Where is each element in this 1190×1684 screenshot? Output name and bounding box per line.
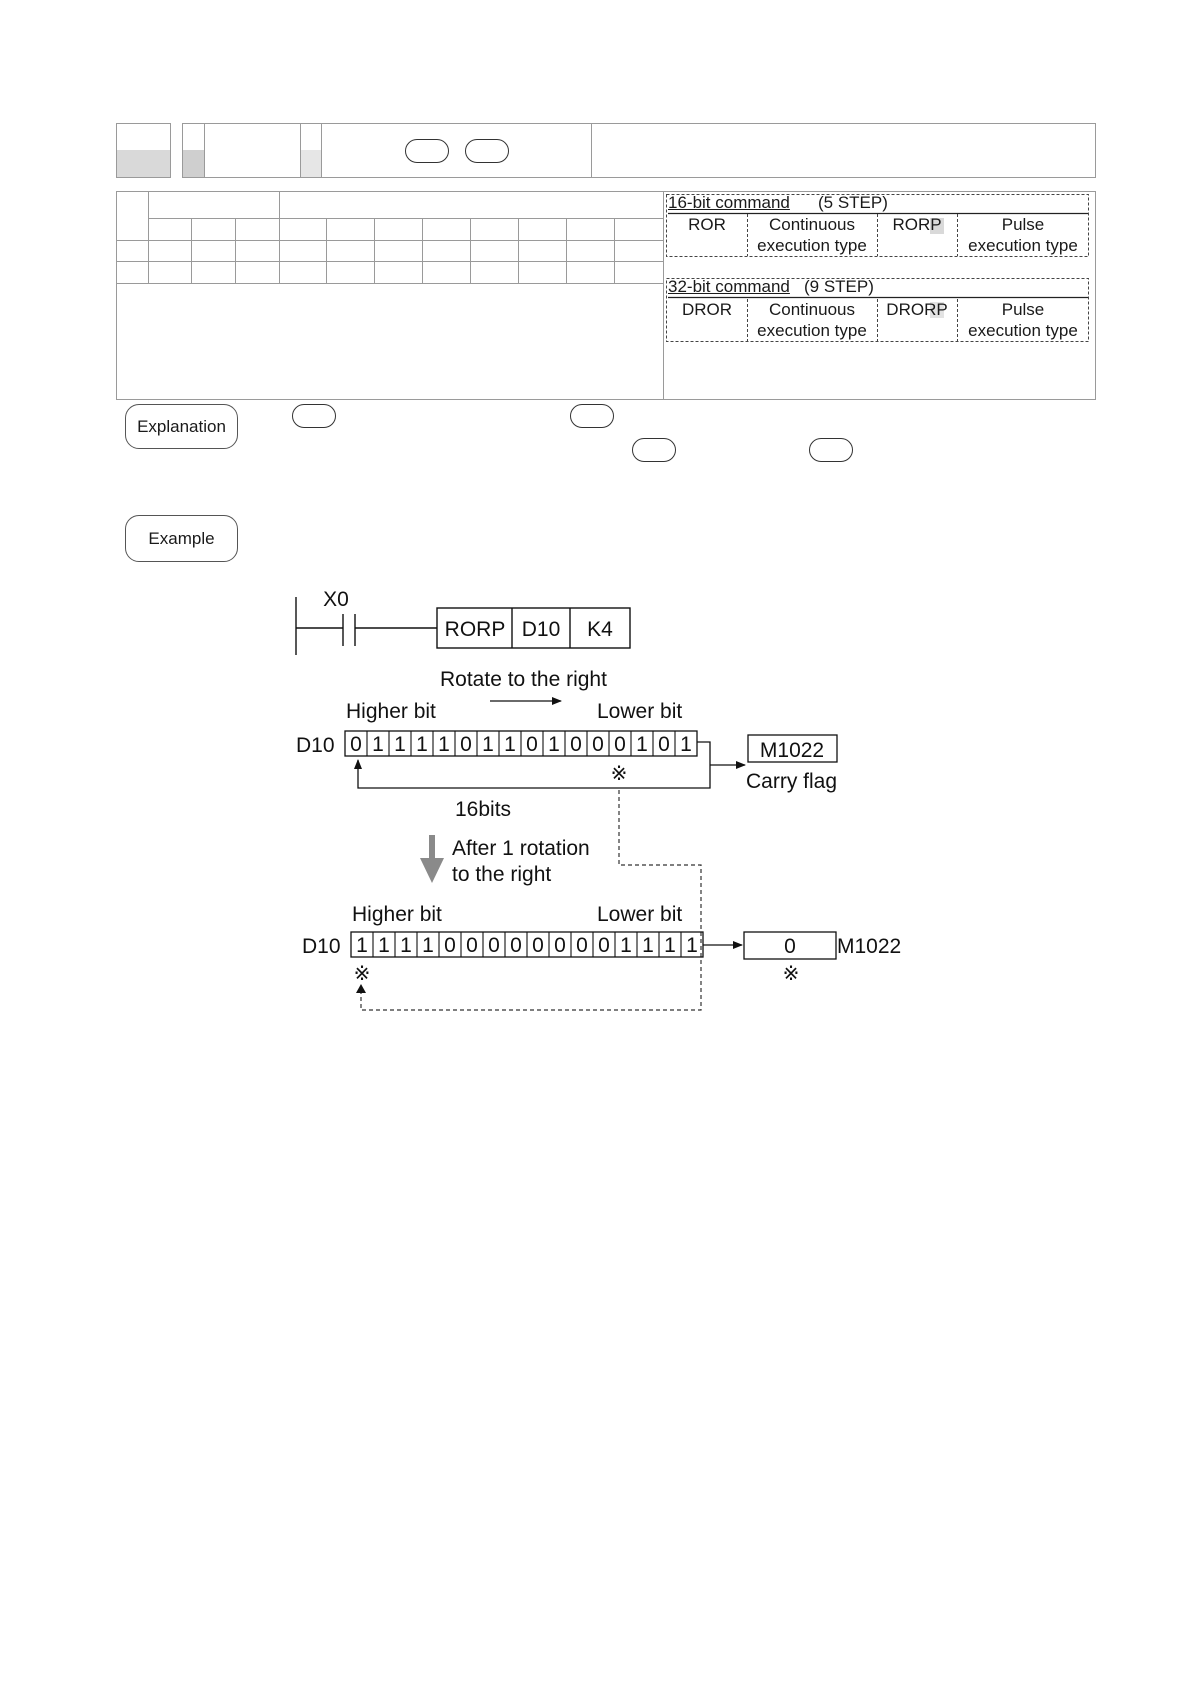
carry-register: M1022	[759, 739, 825, 762]
cmd16-pulse-line1: Pulse	[1001, 215, 1045, 234]
before-bit: 1	[504, 733, 516, 756]
down-arrow	[420, 835, 444, 883]
ladder-operand1: D10	[521, 618, 561, 641]
before-bit: 0	[570, 733, 582, 756]
before-bit: 1	[372, 733, 384, 756]
before-bit: 1	[680, 733, 692, 756]
after-bit: 0	[488, 934, 500, 957]
cmd16-pulse-mnemonic: RORP	[892, 215, 942, 234]
before-bit: 0	[350, 733, 362, 756]
example-label: Example	[125, 515, 238, 562]
lsb-mark: ※	[610, 763, 628, 785]
carry-register-2: M1022	[837, 935, 902, 958]
before-bit: 0	[460, 733, 472, 756]
cmd32-cont-line1: Continuous	[768, 300, 855, 319]
msb-mark: ※	[353, 963, 371, 985]
after-bit: 1	[356, 934, 368, 957]
lower-bit-label-2: Lower bit	[597, 903, 683, 926]
explanation-label: Explanation	[125, 404, 238, 449]
bits-count-label: 16bits	[455, 798, 512, 821]
cmd16-title: 16-bit command	[668, 193, 790, 212]
after-bit: 0	[598, 934, 610, 957]
cmd32-pulse-line1: Pulse	[1001, 300, 1045, 319]
before-bit: 0	[526, 733, 538, 756]
ladder-operand2: K4	[587, 618, 613, 641]
after-bit: 0	[466, 934, 478, 957]
before-bit: 1	[416, 733, 428, 756]
carry-mark: ※	[782, 963, 800, 985]
after-bit: 1	[664, 934, 676, 957]
after-rotation-line1: After 1 rotation	[452, 837, 590, 860]
after-bit: 0	[576, 934, 588, 957]
cmd32-cont-mnemonic: DROR	[681, 300, 733, 319]
after-bit: 0	[444, 934, 456, 957]
after-bit: 0	[554, 934, 566, 957]
carry-value: 0	[784, 935, 796, 958]
after-bit: 1	[422, 934, 434, 957]
cmd32-cont-line2: execution type	[757, 321, 867, 340]
before-bit: 0	[614, 733, 626, 756]
after-bit: 1	[620, 934, 632, 957]
cmd32-pulse-mnemonic: DRORP	[886, 300, 948, 319]
ladder-instruction: RORP	[444, 618, 506, 641]
before-bit: 0	[658, 733, 670, 756]
carry-flag-label: Carry flag	[746, 770, 838, 793]
before-bit: 1	[548, 733, 560, 756]
after-bit: 1	[686, 934, 698, 957]
before-bit: 1	[438, 733, 450, 756]
higher-bit-label-2: Higher bit	[352, 903, 442, 926]
cmd32-pulse-line2: execution type	[968, 321, 1078, 340]
before-bit: 0	[592, 733, 604, 756]
cmd32-title: 32-bit command	[668, 277, 790, 296]
rotate-label: Rotate to the right	[440, 668, 607, 691]
lower-bit-label: Lower bit	[597, 700, 683, 723]
register-label: D10	[296, 734, 335, 757]
higher-bit-label: Higher bit	[346, 700, 436, 723]
before-bit: 1	[394, 733, 406, 756]
cmd16-cont-line1: Continuous	[768, 215, 855, 234]
bits-before-grid	[345, 731, 697, 756]
after-rotation-line2: to the right	[452, 863, 552, 886]
cmd16-cont-mnemonic: ROR	[688, 215, 726, 234]
before-bit: 1	[482, 733, 494, 756]
after-bit: 0	[510, 934, 522, 957]
cmd16-steps: (5 STEP)	[818, 193, 888, 212]
cmd16-cont-line2: execution type	[757, 236, 867, 255]
cmd32-steps: (9 STEP)	[804, 277, 874, 296]
ladder-contact: X0	[323, 588, 349, 611]
cmd16-pulse-line2: execution type	[968, 236, 1078, 255]
after-bit: 1	[642, 934, 654, 957]
register-label-2: D10	[302, 935, 341, 958]
after-bit: 1	[400, 934, 412, 957]
after-bit: 0	[532, 934, 544, 957]
after-bit: 1	[378, 934, 390, 957]
bits-after-grid	[351, 932, 703, 957]
before-bit: 1	[636, 733, 648, 756]
